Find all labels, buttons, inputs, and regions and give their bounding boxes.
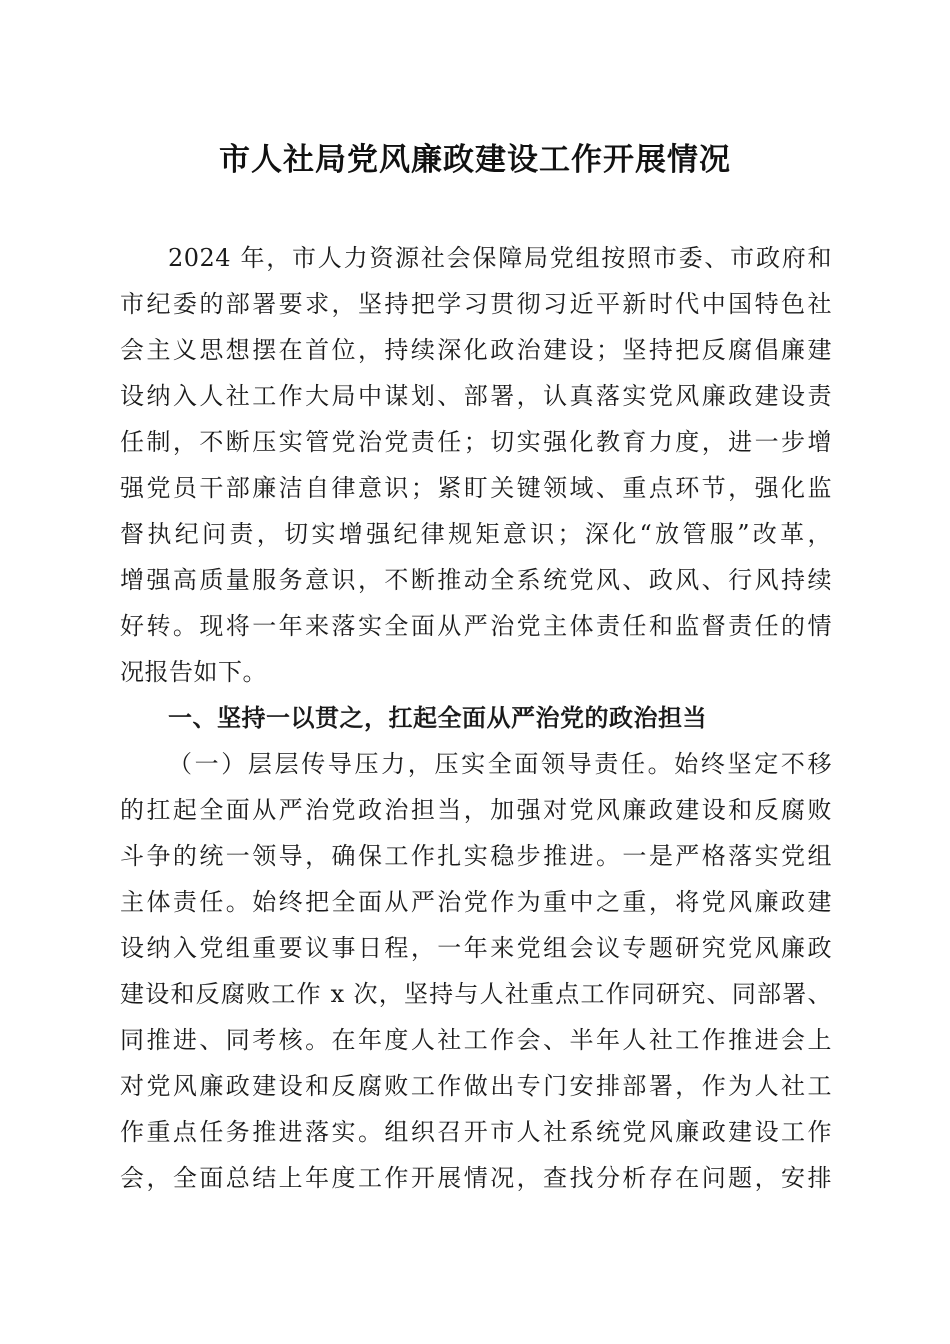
paragraph-line: 任制，不断压实管党治党责任；切实强化教育力度，进一步增 xyxy=(120,428,832,456)
paragraph-line: 同推进、同考核。在年度人社工作会、半年人社工作推进会上 xyxy=(120,1026,832,1054)
paragraph-line: 好转。现将一年来落实全面从严治党主体责任和监督责任的情 xyxy=(120,612,832,640)
paragraph-line: （一）层层传导压力，压实全面领导责任。始终坚定不移 xyxy=(168,750,832,778)
paragraph-line: 主体责任。始终把全面从严治党作为重中之重，将党风廉政建 xyxy=(120,888,832,916)
paragraph-line: 况报告如下。 xyxy=(120,658,267,686)
paragraph-line: 督执纪问责，切实增强纪律规矩意识；深化“放管服”改革， xyxy=(120,520,832,548)
paragraph-line: 增强高质量服务意识，不断推动全系统党风、政风、行风持续 xyxy=(120,566,832,594)
paragraph-line: 设纳入人社工作大局中谋划、部署，认真落实党风廉政建设责 xyxy=(120,382,832,410)
paragraph-line: 会主义思想摆在首位，持续深化政治建设；坚持把反腐倡廉建 xyxy=(120,336,832,364)
paragraph-line: 会，全面总结上年度工作开展情况，查找分析存在问题，安排 xyxy=(120,1164,832,1192)
paragraph-line: 作重点任务推进落实。组织召开市人社系统党风廉政建设工作 xyxy=(120,1118,832,1146)
paragraph-line: 建设和反腐败工作 x 次，坚持与人社重点工作同研究、同部署、 xyxy=(120,980,832,1008)
paragraph-line: 斗争的统一领导，确保工作扎实稳步推进。一是严格落实党组 xyxy=(120,842,832,870)
document-body xyxy=(120,235,832,1201)
document-title: 市人社局党风廉政建设工作开展情况 xyxy=(219,142,731,178)
paragraph-line: 对党风廉政建设和反腐败工作做出专门安排部署，作为人社工 xyxy=(120,1072,832,1100)
paragraph-line: 的扛起全面从严治党政治担当，加强对党风廉政建设和反腐败 xyxy=(120,796,832,824)
paragraph-line: 设纳入党组重要议事日程，一年来党组会议专题研究党风廉政 xyxy=(120,934,832,962)
paragraph-line: 市纪委的部署要求，坚持把学习贯彻习近平新时代中国特色社 xyxy=(120,290,832,318)
paragraph-line: 2024 年，市人力资源社会保障局党组按照市委、市政府和 xyxy=(168,244,832,272)
section-heading: 一、坚持一以贯之，扛起全面从严治党的政治担当 xyxy=(168,704,707,732)
paragraph-line: 强党员干部廉洁自律意识；紧盯关键领域、重点环节，强化监 xyxy=(120,474,832,502)
